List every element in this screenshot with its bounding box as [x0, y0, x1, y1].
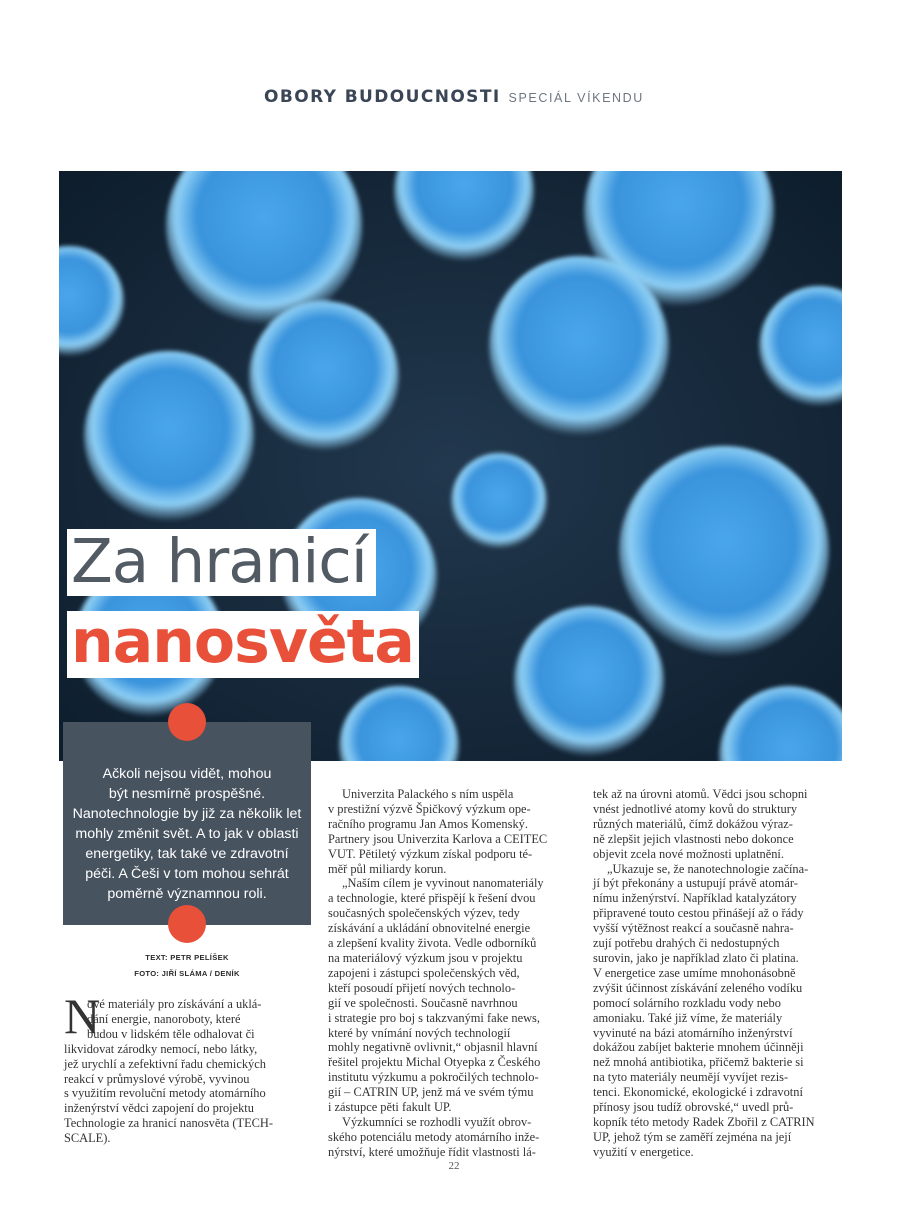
article-line: V energetice zase umíme mnohonásobně	[593, 965, 796, 980]
article-line: budou v lidském těle odhalovat či	[87, 1026, 255, 1041]
article-line: získávání a ukládání obnovitelné energie	[328, 921, 531, 936]
article-line: kopník této metody Radek Zbořil z CATRIN	[593, 1114, 815, 1129]
article-line: jež urychlí a zefektivní řadu chemických	[64, 1056, 266, 1071]
article-line: které by vnímání nových technologií	[328, 1025, 511, 1040]
article-line: v prestižní výzvě Špičkový výzkum ope-	[328, 801, 531, 816]
text-credit: TEXT: PETR PELÍŠEK	[145, 953, 229, 962]
article-line: tenci. Ekonomické, ekologické i zdravotní	[593, 1085, 803, 1100]
article-line: připravené touto cestou přinášejí až o řády	[593, 906, 804, 921]
article-line: i zástupce pěti fakult UP.	[328, 1100, 452, 1115]
article-line: současných společenských výzev, tedy	[328, 906, 520, 921]
article-line: než mnohá antibiotika, přičemž bakterie si	[593, 1055, 804, 1070]
article-line: zují potřebu drahých či nedostupných	[593, 936, 780, 951]
article-line: institutu výzkumu a pokročilých technolo-	[328, 1070, 539, 1085]
article-line: na materiálový výzkum jsou v projektu	[328, 950, 523, 965]
article-line: s využitím revoluční metody atomárního	[64, 1086, 266, 1101]
accent-dot-bottom	[168, 905, 206, 943]
article-column-3	[593, 787, 815, 1160]
article-line: objevit zcela nové možnosti uplatnění.	[593, 846, 784, 861]
article-line: VUT. Pětiletý výzkum získal podporu té-	[328, 846, 533, 861]
article-column-2	[328, 787, 547, 1160]
article-line: UP, jehož tým se zaměří zejména na její	[593, 1129, 792, 1144]
article-line: „Naším cílem je vyvinout nanomateriály	[342, 876, 544, 891]
lead-line: péči. A Češi v tom mohou sehrát	[85, 866, 289, 882]
article-line: amoniaku. Také již víme, že materiály	[593, 1010, 783, 1025]
headline-line-2: nanosvěta	[67, 611, 419, 678]
article-line: měř půl miliardy korun.	[328, 861, 447, 876]
article-line: nímu inženýrství. Například katalyzátory	[593, 891, 797, 906]
accent-dot-top	[168, 703, 206, 741]
lead-line: energetiky, tak také ve zdravotní	[85, 846, 289, 862]
article-line: ně zlepšit jejich vlastnosti nebo dokonce	[593, 831, 794, 846]
lead-box	[63, 722, 311, 925]
credits	[63, 950, 311, 982]
photo-credit: FOTO: JIŘÍ SLÁMA / DENÍK	[134, 969, 240, 978]
article-line: různých materiálů, čímž dokážou výraz-	[593, 816, 793, 831]
article-line: nýrství, které umožňuje řídit vlastnosti lá-	[328, 1144, 536, 1159]
article-line: reakcí v průmyslové výrobě, vyvinou	[64, 1071, 250, 1086]
article-line: vnést jednotlivé atomy kovů do struktury	[593, 801, 798, 816]
article-line: zapojeni i zástupci společenských věd,	[328, 965, 520, 980]
lead-line: mohly změnit svět. A to jak v oblasti	[75, 826, 299, 842]
article-line: Partnery jsou Univerzita Karlova a CEITEC	[328, 831, 548, 846]
article-line: „Ukazuje se, že nanotechnologie začína-	[607, 861, 809, 876]
article-line: račního programu Jan Amos Komenský.	[328, 816, 528, 831]
article-line: Výzkumníci se rozhodli využít obrov-	[342, 1114, 532, 1129]
article-column-1	[64, 988, 274, 1146]
article-line: likvidovat zárodky nemocí, nebo látky,	[64, 1041, 258, 1056]
article-line: dokážou zabíjet bakterie mnohem účinněji	[593, 1040, 804, 1055]
article-line: pomocí solárního rozkladu vody nebo	[593, 995, 781, 1010]
article-line: vyšší výtěžnost reakcí a současně nahra-	[593, 921, 794, 936]
article-line: inženýrství vědci zapojení do projektu	[64, 1101, 254, 1116]
article-line: mohly negativně ovlivnit,“ objasnil hlavní	[328, 1040, 538, 1055]
section-header	[0, 87, 908, 107]
article-line: Univerzita Palackého s ním uspěla	[342, 787, 514, 801]
article-line: a zlepšení kvality života. Vedle odborníků	[328, 936, 537, 951]
article-line: ského potenciálu metody atomárního inže-	[328, 1129, 540, 1144]
lead-line: Nanotechnologie by již za několik let	[72, 806, 302, 822]
article-line: řešitel projektu Michal Otyepka z Českého	[328, 1055, 541, 1070]
article-line: i strategie pro boj s takzvanými fake news,	[328, 1010, 540, 1025]
article-line: jí být překonány a ustupují právě atomár-	[593, 876, 798, 891]
dropcap: N	[64, 988, 101, 1044]
headline-line-1: Za hranicí	[67, 529, 376, 596]
article-line: Technologie za hranicí nanosvěta (TECH-	[64, 1116, 274, 1131]
lead-line: Ačkoli nejsou vidět, mohou	[102, 766, 272, 782]
article-line: surovin, jako je například zlato či platina.	[593, 950, 799, 965]
article-line: vyvinuté na bázi atomárního inženýrství	[593, 1025, 793, 1040]
article-line: dání energie, nanoroboty, které	[87, 1011, 241, 1026]
article-line: přínosy jsou tudíž obrovské,“ uvedl prů-	[593, 1100, 794, 1115]
article-line: tek až na úrovni atomů. Vědci jsou schopni	[593, 787, 808, 801]
section-subtitle: SPECIÁL VÍKENDU	[508, 91, 644, 105]
article-line: SCALE).	[64, 1131, 111, 1146]
article-line: ové materiály pro získávání a uklá-	[87, 997, 262, 1011]
article-line: gií – CATRIN UP, jenž má ve svém týmu	[328, 1085, 534, 1100]
article-line: zvýšit účinnost získávání zeleného vodíku	[593, 980, 803, 995]
page-number: 22	[448, 1160, 460, 1172]
article-line: a technologie, které přispějí k řešení dvou	[328, 891, 536, 906]
lead-line: poměrně významnou roli.	[107, 886, 267, 902]
article-line: gií ve společnosti. Současně navrhnou	[328, 995, 518, 1010]
lead-line: být nesmírně prospěšné.	[108, 786, 266, 802]
section-title: OBORY BUDOUCNOSTI	[264, 87, 501, 107]
article-line: na tyto materiály neumějí vyvíjet rezis-	[593, 1070, 789, 1085]
article-line: kteří posoudí přijetí nových technolo-	[328, 980, 516, 995]
article-line: využití v energetice.	[593, 1144, 694, 1159]
